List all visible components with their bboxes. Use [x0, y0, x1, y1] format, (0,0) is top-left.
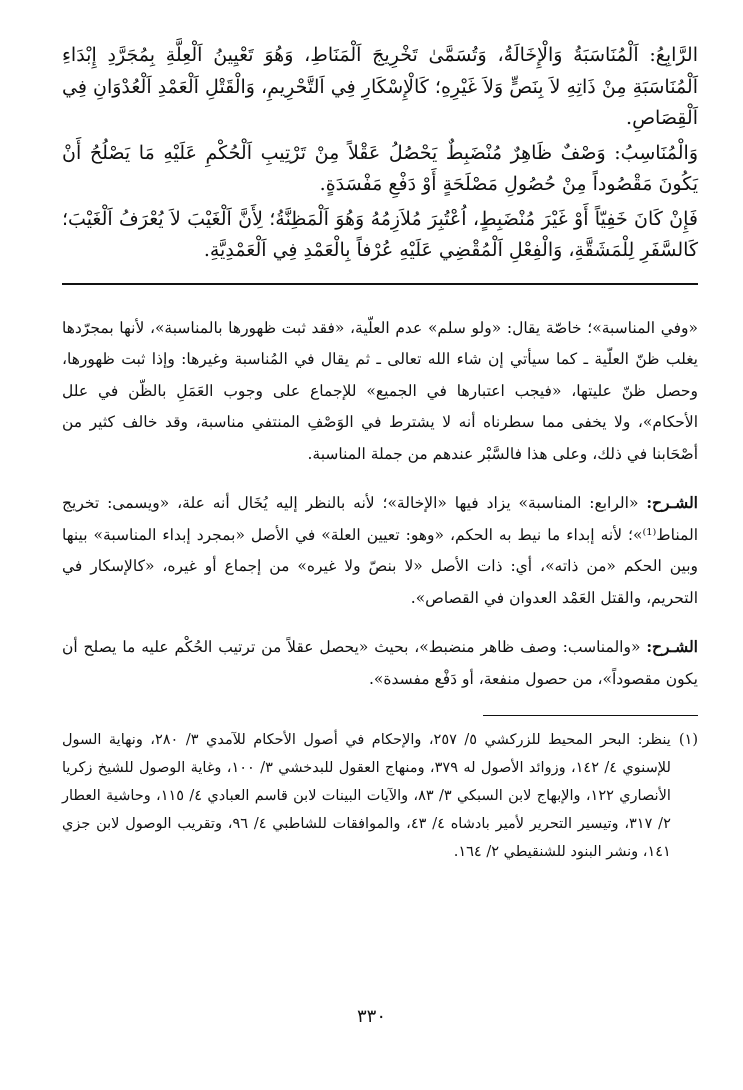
page-number: ٣٣٠ [356, 1006, 386, 1027]
sharh-label: الشـرح: [646, 493, 698, 512]
footnote-text: ينظر: البحر المحيط للزركشي ٥/ ٢٥٧، والإحكام في أصول الأحكام للآمدي ٣/ ٢٨٠، ونهاية السول للإسنوي ٤/ ١٤٢، وزوائد الأصول له ٣٧٩، ومنهاج العقول للبدخشي ٣/ ١٠٠، وغاية الوصول للشيخ زكريا الأنصاري ١٢٢، والإبهاج لابن السبكي ٣/ ٨٣، والآيات البينات لابن قاسم العبادي ٤/ ١١٥، وحاشية العطار ٢/ ٣١٧، وتيسير التحرير لأمير بادشاه ٤/ ٤٣، والموافقات للشاطبي ٤/ ٩٦، وتقريب الوصول لابن جزي ١٤١، ونشر البنود للشنقيطي ٢/ ١٦٤. [62, 732, 671, 860]
matn-paragraph: الرَّابِعُ: اَلْمُنَاسَبَةُ وَالْإِخَالَةُ، وَتُسَمَّىٰ تَخْرِيجَ اَلْمَنَاطِ، وَهُوَ تَعْيِينُ اَلْعِلَّةِ بِمُجَرَّدِ إِبْدَاءِ اَلْمُنَاسَبَةِ مِنْ ذَاتِهِ لاَ بِنَصٍّ وَلاَ غَيْرِهِ؛ كَالْإِسْكَارِ فِي اَلتَّحْرِيمِ، وَالْقَتْلِ اَلْعَمْدِ اَلْعُدْوَانِ فِي اَلْقِصَاصِ. [62, 44, 698, 129]
page-content [62, 40, 698, 866]
sharh-label: الشـرح: [646, 637, 698, 656]
commentary [62, 313, 698, 696]
footnote [62, 726, 698, 866]
commentary-paragraph: «وفي المناسبة»؛ خاصّة يقال: «ولو سلم» عدم العلّية، «فقد ثبت ظهورها بالمناسبة»، لأنها بمجرّدها يغلب ظنّ العلّية ـ كما سيأتي إن شاء الله تعالى ـ ثم يقال في المُناسبة وغيرها: وإذا ثبت ظهورها، وحصل ظنّ عليتها، «فيجب اعتبارها في الجميع» للإجماع على وجوب العَمَلِ بالظّن في علل الأحكام»، ولا يخفى مما سطرناه أنه لا يشترط في الوَصْفِ المنتفي مناسبة، وقد خالف كثير من أصْحَابنا في ذلك، وعلى هذا فالسَّبْر عندهم من جملة المناسبة. [62, 318, 698, 463]
commentary-paragraph [62, 631, 698, 695]
matn-paragraph: فَإِنْ كَانَ خَفِيّاً أَوْ غَيْرَ مُنْضَبِطٍ، اُعْتُبِرَ مُلاَزِمُهُ وَهُوَ اَلْمَظِنَّةُ؛ لِأَنَّ اَلْغَيْبَ لاَ يُعْرَفُ اَلْغَيْبَ؛ كَالسَّفَرِ لِلْمَشَقَّةِ، وَالْفِعْلِ اَلْمُقْضِي عَلَيْهِ عُرْفاً بِالْعَمْدِ فِي اَلْعَمْدِيَّةِ. [62, 207, 698, 261]
matn-text [62, 40, 698, 267]
commentary-text: «الرابع: المناسبة» يزاد فيها «الإخالة»؛ لأنه بالنظر إليه يُخَال أنه علة، «ويسمى: تخريج المناط⁽¹⁾»؛ لأنه إبداء ما نيط به الحكم، «وهو: تعيين العلة» في الأصل «بمجرد إبداء المناسبة» بينها وبين الحكم «من ذاته»، أي: ذات الأصل «لا بنصّ ولا غيره» من إجماع أو غيره، «كالإسكار في التحريم، والقتل العَمْد العدوان في القصاص». [62, 494, 698, 607]
commentary-paragraph [62, 487, 698, 614]
section-divider [62, 283, 698, 285]
footnote-separator [483, 715, 698, 716]
footnote-number: (١) [678, 732, 698, 748]
matn-paragraph: وَالْمُنَاسِبُ: وَصْفٌ ظَاهِرٌ مُنْضَبِطٌ يَحْصُلُ عَقْلاً مِنْ تَرْتِيبِ اَلْحُكْمِ عَلَيْهِ مَا يَصْلُحُ أَنْ يَكُونَ مَقْصُوداً مِنْ حُصُولِ مَصْلَحَةٍ أَوْ دَفْعِ مَفْسَدَةٍ. [62, 141, 698, 195]
commentary-text: «والمناسب: وصف ظاهر منضبط»، بحيث «يحصل عقلاً من ترتيب الحُكْم عليه ما يصلح أن يكون مقصوداً»، من حصول منفعة، أو دَفْع مفسدة». [62, 638, 698, 688]
